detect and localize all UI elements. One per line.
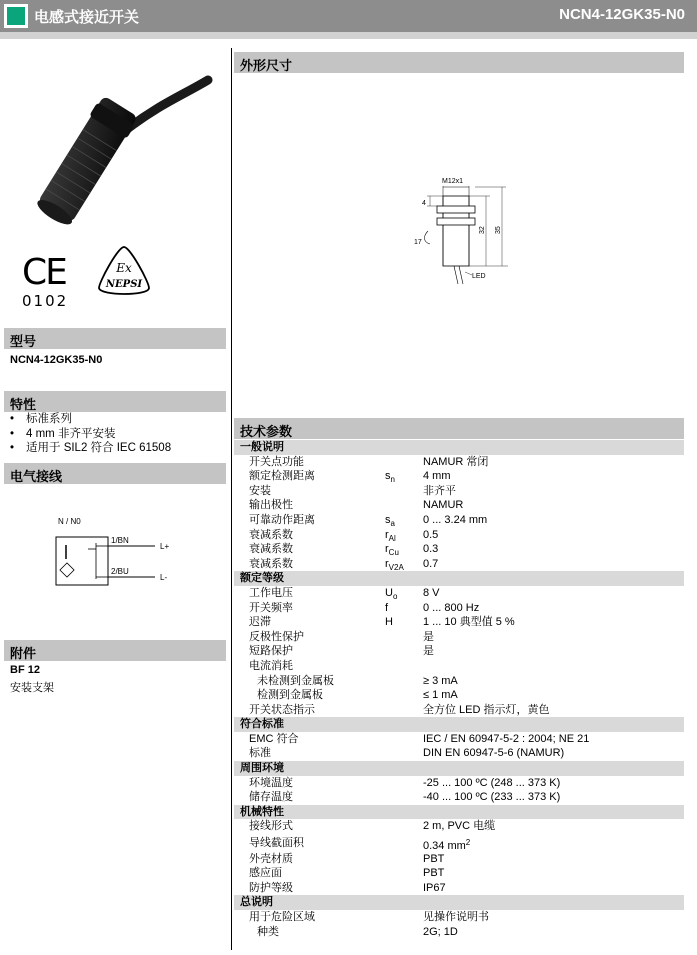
spec-row <box>234 925 684 940</box>
spec-name: 额定检测距离 <box>249 470 315 483</box>
spec-value: PBT <box>423 852 445 865</box>
page-title: 电感式接近开关 <box>34 9 140 26</box>
spec-row <box>234 732 684 747</box>
spec-name: 迟滞 <box>249 616 271 629</box>
spec-value: IP67 <box>423 881 446 894</box>
spec-group-header: 周围环境 <box>234 761 684 776</box>
spec-row <box>234 615 684 630</box>
led-label: LED <box>472 273 486 280</box>
spec-row <box>234 498 684 513</box>
spec-value: 是 <box>423 630 434 643</box>
spec-symbol: f <box>385 601 389 614</box>
spec-name: 种类 <box>257 925 279 938</box>
features-section-header: 特性 <box>4 391 226 412</box>
spec-row <box>234 866 684 881</box>
spec-group-header: 额定等级 <box>234 571 684 586</box>
model-code: NCN4-12GK35-N0 <box>559 6 685 23</box>
spec-value: 0.3 <box>423 543 439 556</box>
spec-row <box>234 528 684 543</box>
spec-value: 8 V <box>423 586 440 599</box>
spec-row <box>234 557 684 572</box>
dim-32-label: 32 <box>479 226 486 234</box>
spec-symbol: $r_{V2A}$ <box>385 557 404 572</box>
spec-row <box>234 630 684 645</box>
spec-row <box>234 790 684 805</box>
spec-row <box>234 455 684 470</box>
spec-row <box>234 659 684 674</box>
nepsi-ex-icon <box>94 244 154 300</box>
feature-item: • 标准系列 <box>10 413 72 425</box>
spec-value: 1 ... 10 典型值 5 % <box>423 616 515 629</box>
feature-item: • 适用于 SIL2 符合 IEC 61508 <box>10 442 172 454</box>
model-value: NCN4-12GK35-N0 <box>10 354 103 366</box>
pin2-label: 2/BU <box>111 567 129 576</box>
spec-row <box>234 746 684 761</box>
spec-symbol: $s_a$ <box>385 513 395 528</box>
spec-row <box>234 688 684 703</box>
features-list <box>10 412 171 456</box>
spec-name: 外壳材质 <box>249 852 293 865</box>
spec-row <box>234 881 684 896</box>
spec-name: EMC 符合 <box>249 732 299 745</box>
accessories-section-header: 附件 <box>4 640 226 661</box>
spec-value: ≤ 1 mA <box>423 689 458 702</box>
spec-value: 0 ... 3.24 mm <box>423 513 488 526</box>
pin1-label: 1/BN <box>111 536 129 545</box>
spec-value: 全方位 LED 指示灯，黄色 <box>423 703 550 716</box>
spec-row <box>234 776 684 791</box>
dim-35-label: 35 <box>495 226 502 234</box>
ce-number: 0102 <box>22 292 69 310</box>
spec-name: 电流消耗 <box>249 659 293 672</box>
plus-label: L+ <box>160 542 170 551</box>
product-photo <box>8 60 223 240</box>
spec-group-header: 符合标准 <box>234 717 684 732</box>
spec-value: -25 ... 100 ºC (248 ... 373 K) <box>423 776 561 789</box>
spec-group-header: 总说明 <box>234 895 684 910</box>
spec-name: 可靠动作距离 <box>249 513 315 526</box>
column-divider <box>231 48 232 950</box>
spec-row <box>234 703 684 718</box>
wiring-section-header: 电气接线 <box>4 463 226 484</box>
spec-name: 反极性保护 <box>249 630 304 643</box>
spec-value: ≥ 3 mA <box>423 674 458 687</box>
wiring-label: N / N0 <box>58 517 81 526</box>
spec-value: 2 m, PVC 电缆 <box>423 820 496 833</box>
spec-name: 接线形式 <box>249 820 293 833</box>
spec-value: IEC / EN 60947-5-2 : 2004; NE 21 <box>423 732 590 745</box>
spec-name: 工作电压 <box>249 586 293 599</box>
spec-row <box>234 852 684 867</box>
spec-symbol: $r_{Al}$ <box>385 528 396 543</box>
dimensions-section-header: 外形尺寸 <box>234 52 684 73</box>
spec-symbol: $r_{Cu}$ <box>385 543 399 558</box>
spec-name: 开关状态指示 <box>249 703 315 716</box>
ce-mark-icon: CE <box>22 252 66 293</box>
spec-name: 导线截面积 <box>249 837 304 850</box>
dim-17-label: 17 <box>414 239 422 246</box>
spec-row <box>234 469 684 484</box>
dimension-drawing <box>410 172 520 292</box>
spec-name: 安装 <box>249 484 271 497</box>
ce-certification <box>22 252 69 310</box>
spec-name: 环境温度 <box>249 776 293 789</box>
spec-value: PBT <box>423 867 445 880</box>
spec-name: 储存温度 <box>249 791 293 804</box>
spec-name: 输出极性 <box>249 499 293 512</box>
spec-value: 2G; 1D <box>423 925 458 938</box>
spec-value: 0 ... 800 Hz <box>423 601 480 614</box>
header-subbar <box>0 32 697 39</box>
feature-item: • 4 mm 非齐平安装 <box>10 427 116 440</box>
ex-label: Ex <box>116 261 132 275</box>
spec-name: 用于危险区域 <box>249 910 315 923</box>
spec-value: 是 <box>423 645 434 658</box>
spec-value: 非齐平 <box>423 484 456 497</box>
spec-name: 衰减系数 <box>249 557 293 570</box>
spec-row <box>234 644 684 659</box>
spec-value: 0.5 <box>423 528 439 541</box>
spec-name: 开关频率 <box>249 601 293 614</box>
spec-symbol: H <box>385 616 393 629</box>
dim-4-label: 4 <box>422 200 426 207</box>
spec-value: 4 mm <box>423 470 451 483</box>
spec-value: 见操作说明书 <box>423 910 489 923</box>
spec-name: 检测到金属板 <box>257 689 323 702</box>
spec-row <box>234 834 684 852</box>
spec-value: 0.7 <box>423 557 439 570</box>
spec-row <box>234 674 684 689</box>
spec-value: -40 ... 100 ºC (233 ... 373 K) <box>423 791 561 804</box>
accessory-description: 安装支架 <box>10 682 54 694</box>
spec-name: 防护等级 <box>249 881 293 894</box>
spec-row <box>234 586 684 601</box>
spec-symbol: $s_n$ <box>385 470 395 485</box>
spec-name: 衰减系数 <box>249 528 293 541</box>
accessory-code: BF 12 <box>10 664 40 676</box>
tech-spec-table <box>234 440 684 939</box>
spec-row <box>234 601 684 616</box>
spec-group-header: 一般说明 <box>234 440 684 455</box>
spec-value: NAMUR <box>423 499 464 512</box>
nepsi-label: NEPSI <box>105 279 143 290</box>
model-section-header: 型号 <box>4 328 226 349</box>
header-bar <box>0 0 697 32</box>
spec-name: 短路保护 <box>249 645 293 658</box>
spec-row <box>234 910 684 925</box>
spec-name: 衰减系数 <box>249 543 293 556</box>
spec-name: 标准 <box>249 747 271 760</box>
spec-row <box>234 542 684 557</box>
spec-symbol: $U_o$ <box>385 586 398 601</box>
spec-value: NAMUR 常闭 <box>423 455 489 468</box>
tech-section-header: 技术参数 <box>234 418 684 439</box>
brand-logo-icon <box>4 4 28 28</box>
spec-row <box>234 513 684 528</box>
spec-name: 未检测到金属板 <box>257 674 334 687</box>
minus-label: L- <box>160 573 168 582</box>
wiring-diagram <box>40 515 190 600</box>
spec-group-header: 机械特性 <box>234 805 684 820</box>
spec-row <box>234 819 684 834</box>
spec-row <box>234 484 684 499</box>
thread-label: M12x1 <box>442 178 464 185</box>
spec-value: DIN EN 60947-5-6 (NAMUR) <box>423 747 565 760</box>
spec-value: 0.34 $mm^2$ <box>423 838 471 853</box>
spec-name: 开关点功能 <box>249 455 304 468</box>
spec-name: 感应面 <box>249 867 282 880</box>
